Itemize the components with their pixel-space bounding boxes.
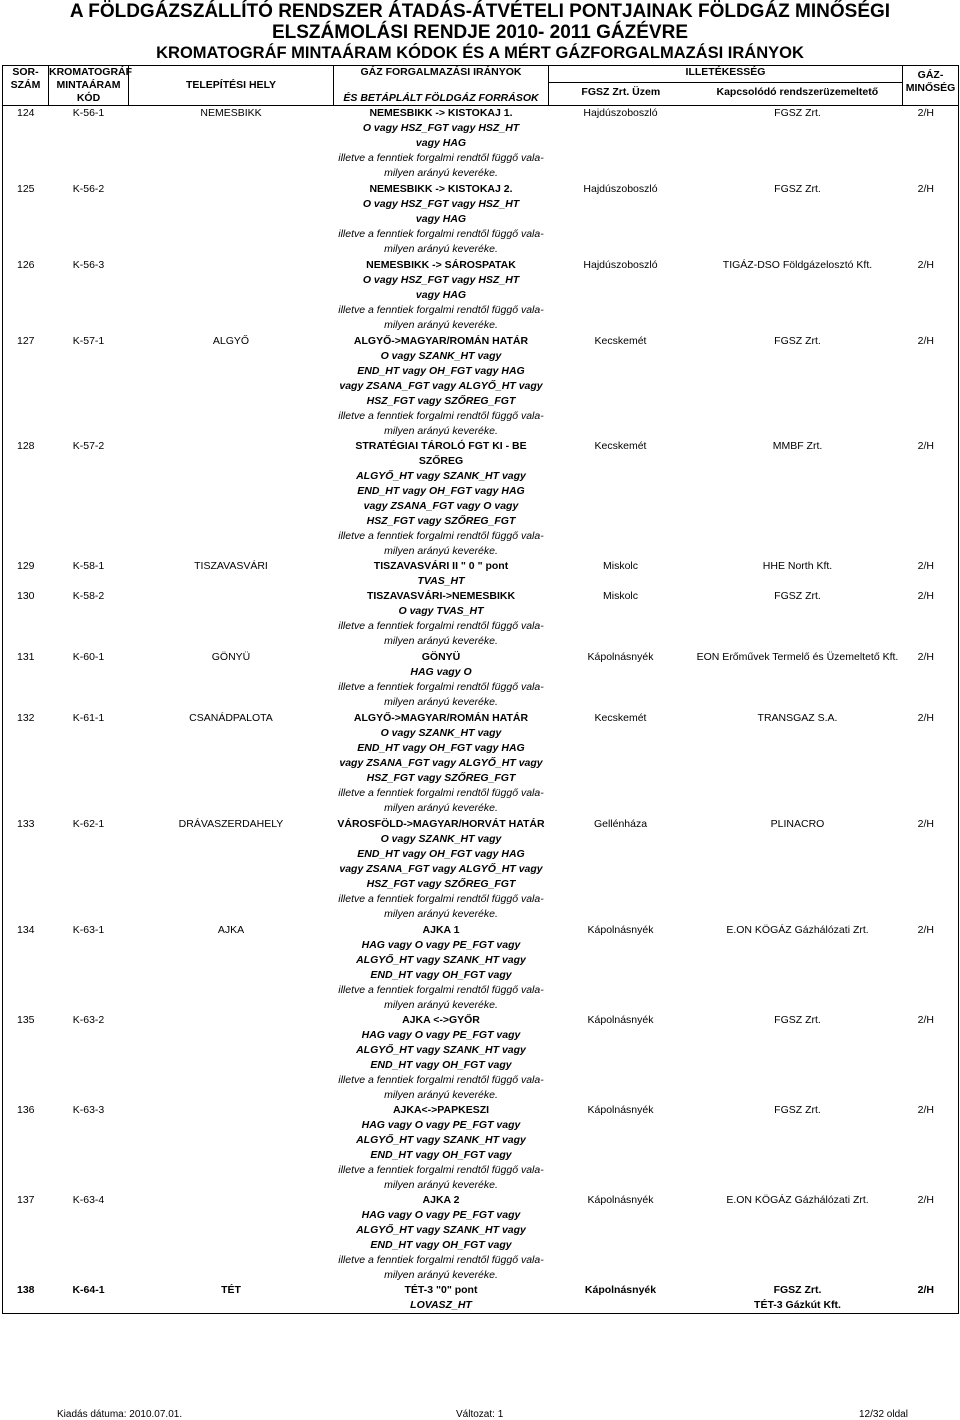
table-row — [3, 589, 959, 650]
gas-direction-line: milyen arányú keveréke. — [384, 907, 498, 920]
cell-kod: K-58-1 — [72, 559, 105, 572]
gas-direction-line: ALGYŐ_HT vagy SZANK_HT vagy — [356, 1133, 526, 1146]
cell-rendszeruzemelteto: MMBF Zrt. — [772, 439, 823, 452]
cell-kod: K-56-1 — [49, 106, 129, 182]
cell-rendszeruzemelteto: FGSZ Zrt. TÉT-3 Gázkút Kft. — [693, 1283, 903, 1314]
cell-kod: K-63-2 — [72, 1013, 105, 1026]
gas-direction-line: illetve a fenntiek forgalmi rendtől függő vala- — [338, 786, 544, 799]
cell-rendszeruzemelteto: FGSZ Zrt. — [774, 182, 821, 195]
cell-kod: K-60-1 — [72, 650, 105, 663]
gas-direction-line: illetve a fenntiek forgalmi rendtől függő vala- — [338, 227, 544, 240]
gas-direction-line: illetve a fenntiek forgalmi rendtől függő vala- — [338, 529, 544, 542]
cell-rendszeruzemelteto-2: TÉT-3 Gázkút Kft. — [754, 1298, 841, 1311]
gas-direction-line: END_HT vagy OH_FGT vagy — [370, 1058, 512, 1071]
gas-direction-line: milyen arányú keveréke. — [384, 167, 498, 179]
cell-telepitesi-hely: CSANÁDPALOTA — [189, 711, 273, 724]
gas-direction-line: AJKA 1 — [422, 923, 460, 936]
header-fgsz: FGSZ Zrt. Üzem — [581, 86, 661, 98]
cell-gaz-iranyok — [334, 559, 549, 589]
header-gaz-iranyok: GÁZ FORGALMAZÁSI IRÁNYOK ÉS BETÁPLÁLT FÖLDGÁZ FORRÁSOK — [334, 66, 549, 106]
cell-fgsz-uzem: Kecskemét — [594, 439, 647, 452]
cell-gaz-iranyok — [334, 334, 549, 439]
gas-direction-line: ALGYŐ_HT vagy SZANK_HT vagy — [356, 1223, 526, 1236]
gas-direction-line: HAG vagy O vagy PE_FGT vagy — [361, 1118, 521, 1131]
gas-direction-line: LOVASZ_HT — [410, 1298, 472, 1311]
gas-direction-line: END_HT vagy OH_FGT vagy — [370, 1148, 512, 1161]
cell-sorszam: 137 — [3, 1193, 49, 1283]
cell-gazminoseg: 2/H — [903, 1103, 959, 1193]
table-row — [3, 1013, 959, 1103]
footer-version: Változat: 1 — [456, 1409, 504, 1420]
gas-direction-line: milyen arányú keveréke. — [384, 634, 498, 647]
gas-direction-line: vagy ZSANA_FGT vagy O vagy — [363, 499, 519, 512]
gas-direction-line: O vagy TVAS_HT — [398, 604, 484, 617]
cell-sorszam: 125 — [3, 182, 49, 258]
gas-direction-line: illetve a fenntiek forgalmi rendtől függő vala- — [338, 152, 544, 164]
gas-direction-line: TISZAVASVÁRI->NEMESBIKK — [366, 589, 516, 602]
cell-fgsz-uzem: Kápolnásnyék — [587, 650, 654, 663]
cell-gaz-iranyok — [334, 1013, 549, 1103]
header-kromatograf: KROMATOGRÁF MINTAÁRAM KÓD — [49, 66, 133, 104]
gas-direction-line: O vagy HSZ_FGT vagy HSZ_HT — [362, 122, 520, 134]
cell-telepitesi-hely — [129, 258, 334, 334]
cell-sorszam: 127 — [3, 334, 49, 439]
gas-direction-line: illetve a fenntiek forgalmi rendtől függő vala- — [338, 1163, 544, 1176]
cell-gazminoseg: 2/H — [903, 334, 959, 439]
gas-direction-line: milyen arányú keveréke. — [384, 998, 498, 1011]
table-row — [3, 711, 959, 817]
cell-rendszeruzemelteto: TRANSGAZ S.A. — [757, 711, 838, 724]
gas-direction-line: milyen arányú keveréke. — [384, 242, 498, 255]
gas-direction-line: vagy HAG — [415, 137, 467, 149]
gas-direction-line: TISZAVASVÁRI II " 0 " pont — [373, 559, 509, 572]
cell-fgsz-uzem: Gellénháza — [593, 817, 648, 830]
cell-gazminoseg: 2/H — [903, 589, 959, 650]
gas-direction-line: HAG vagy O — [410, 665, 472, 678]
gas-direction-line: milyen arányú keveréke. — [384, 1088, 498, 1101]
cell-gaz-iranyok — [334, 106, 549, 182]
doc-title-line2: ELSZÁMOLÁSI RENDJE 2010- 2011 GÁZÉVRE — [271, 22, 688, 43]
cell-gazminoseg: 2/H — [903, 1013, 959, 1103]
cell-sorszam: 131 — [3, 650, 49, 711]
gas-direction-line: vagy ZSANA_FGT vagy ALGYŐ_HT vagy — [339, 756, 543, 769]
cell-gaz-iranyok — [334, 258, 549, 334]
gas-direction-line: vagy ZSANA_FGT vagy ALGYŐ_HT vagy — [339, 379, 543, 392]
cell-telepitesi-hely: AJKA — [217, 923, 245, 936]
cell-rendszeruzemelteto: E.ON KÖGÁZ Gázhálózati Zrt. — [726, 923, 869, 936]
cell-sorszam: 138 — [3, 1283, 49, 1314]
cell-fgsz-uzem: Miskolc — [602, 559, 638, 572]
gas-direction-line: END_HT vagy OH_FGT vagy — [370, 968, 512, 981]
table-row — [3, 650, 959, 711]
gas-direction-line: vagy HAG — [415, 288, 467, 301]
doc-title-line1: A FÖLDGÁZSZÁLLÍTÓ RENDSZER ÁTADÁS-ÁTVÉTELI PONTJAINAK FÖLDGÁZ MINŐSÉGI — [69, 1, 891, 22]
cell-sorszam: 129 — [3, 559, 49, 589]
gas-direction-line: TÉT-3 "0" pont — [404, 1283, 478, 1296]
gas-direction-line: illetve a fenntiek forgalmi rendtől függő vala- — [338, 303, 544, 316]
gas-direction-line: GÖNYÜ — [421, 650, 461, 663]
cell-fgsz-uzem: Kápolnásnyék — [549, 1283, 693, 1314]
table-row — [3, 182, 959, 258]
cell-rendszeruzemelteto: TIGÁZ-DSO Földgázelosztó Kft. — [722, 258, 873, 271]
cell-telepitesi-hely: TÉT — [129, 1283, 334, 1314]
cell-sorszam: 130 — [3, 589, 49, 650]
gas-direction-line: illetve a fenntiek forgalmi rendtől függő vala- — [338, 619, 544, 632]
cell-kod: K-56-3 — [72, 258, 105, 271]
gas-direction-line: illetve a fenntiek forgalmi rendtől függő vala- — [338, 680, 544, 693]
cell-kod: K-61-1 — [72, 711, 105, 724]
cell-kod: K-63-3 — [72, 1103, 105, 1116]
gas-direction-line: O vagy SZANK_HT vagy — [380, 832, 502, 845]
cell-gazminoseg: 2/H — [903, 711, 959, 817]
table-row — [3, 258, 959, 334]
gas-direction-line: O vagy HSZ_FGT vagy HSZ_HT — [362, 273, 520, 286]
cell-gazminoseg: 2/H — [903, 923, 959, 1013]
cell-sorszam: 136 — [3, 1103, 49, 1193]
cell-telepitesi-hely: GÖNYÜ — [211, 650, 251, 663]
gas-direction-line: END_HT vagy OH_FGT vagy HAG — [357, 847, 525, 860]
cell-fgsz-uzem: Miskolc — [602, 589, 638, 602]
cell-gazminoseg: 2/H — [903, 559, 959, 589]
gas-direction-line: milyen arányú keveréke. — [384, 801, 498, 814]
cell-rendszeruzemelteto: FGSZ Zrt. — [774, 334, 821, 347]
gas-direction-line: HAG vagy O vagy PE_FGT vagy — [361, 1208, 521, 1221]
cell-kod: K-63-4 — [72, 1193, 105, 1206]
cell-gaz-iranyok — [334, 650, 549, 711]
cell-telepitesi-hely — [129, 589, 334, 650]
cell-gazminoseg: 2/H — [903, 439, 959, 559]
cell-gaz-iranyok — [334, 817, 549, 923]
cell-telepitesi-hely: TISZAVASVÁRI — [194, 559, 268, 572]
cell-fgsz-uzem: Kápolnásnyék — [587, 1103, 654, 1116]
gas-direction-line: END_HT vagy OH_FGT vagy — [370, 1238, 512, 1251]
cell-kod: K-63-1 — [72, 923, 105, 936]
cell-gaz-iranyok — [334, 589, 549, 650]
cell-gazminoseg: 2/H — [903, 258, 959, 334]
cell-telepitesi-hely: ALGYŐ — [212, 334, 250, 347]
cell-kod: K-57-2 — [72, 439, 105, 452]
cell-kod: K-56-2 — [72, 182, 105, 195]
cell-sorszam: 134 — [3, 923, 49, 1013]
gas-direction-line: END_HT vagy OH_FGT vagy HAG — [357, 741, 525, 754]
gas-direction-line: HSZ_FGT vagy SZŐREG_FGT — [366, 514, 516, 527]
doc-title-line3: KROMATOGRÁF MINTAÁRAM KÓDOK ÉS A MÉRT GÁZFORGALMAZÁSI IRÁNYOK — [156, 44, 804, 62]
cell-telepitesi-hely — [129, 1013, 334, 1103]
quality-table — [2, 65, 959, 1314]
cell-sorszam: 135 — [3, 1013, 49, 1103]
table-row — [3, 1103, 959, 1193]
cell-kod: K-62-1 — [72, 817, 105, 830]
cell-fgsz-uzem: Hajdúszoboszló — [549, 106, 693, 182]
footer-page: 12/32 oldal — [859, 1409, 908, 1420]
cell-rendszeruzemelteto: FGSZ Zrt. — [774, 1013, 821, 1026]
gas-direction-line: HSZ_FGT vagy SZŐREG_FGT — [366, 394, 516, 407]
cell-fgsz-uzem: Kecskemét — [594, 334, 647, 347]
cell-fgsz-uzem: Kápolnásnyék — [587, 1013, 654, 1026]
gas-direction-line: milyen arányú keveréke. — [384, 1268, 498, 1281]
gas-direction-line: HSZ_FGT vagy SZŐREG_FGT — [366, 877, 516, 890]
cell-fgsz-uzem: Hajdúszoboszló — [583, 182, 658, 195]
cell-kod: K-64-1 — [49, 1283, 129, 1314]
gas-direction-line: milyen arányú keveréke. — [384, 318, 498, 331]
gas-direction-line: HAG vagy O vagy PE_FGT vagy — [361, 938, 521, 951]
gas-direction-line: illetve a fenntiek forgalmi rendtől függő vala- — [338, 409, 544, 422]
gas-direction-line: NEMESBIKK -> KISTOKAJ 2. — [369, 182, 513, 195]
gas-direction-line: O vagy SZANK_HT vagy — [380, 726, 502, 739]
gas-direction-line: milyen arányú keveréke. — [384, 544, 498, 557]
table-row — [3, 1283, 959, 1314]
cell-gazminoseg: 2/H — [903, 182, 959, 258]
cell-sorszam: 128 — [3, 439, 49, 559]
cell-gaz-iranyok — [334, 439, 549, 559]
cell-telepitesi-hely: DRÁVASZERDAHELY — [178, 817, 284, 830]
gas-direction-line: O vagy SZANK_HT vagy — [380, 349, 502, 362]
table-row — [3, 439, 959, 559]
gas-direction-line: illetve a fenntiek forgalmi rendtől függő vala- — [338, 983, 544, 996]
cell-fgsz-uzem: Kápolnásnyék — [587, 1193, 654, 1206]
cell-sorszam: 126 — [3, 258, 49, 334]
gas-direction-line: ALGYŐ_HT vagy SZANK_HT vagy — [356, 953, 526, 966]
gas-direction-line: illetve a fenntiek forgalmi rendtől függő vala- — [338, 892, 544, 905]
cell-rendszeruzemelteto: PLINACRO — [770, 817, 825, 830]
gas-direction-line: END_HT vagy OH_FGT vagy HAG — [357, 364, 525, 377]
cell-gaz-iranyok — [334, 923, 549, 1013]
table-row — [3, 334, 959, 439]
cell-gaz-iranyok — [334, 1283, 549, 1314]
header-telepitesi: TELEPÍTÉSI HELY — [129, 66, 334, 106]
gas-direction-line: milyen arányú keveréke. — [384, 695, 498, 708]
cell-kod: K-57-1 — [72, 334, 105, 347]
gas-direction-line: O vagy HSZ_FGT vagy HSZ_HT — [362, 197, 520, 210]
gas-direction-line: AJKA 2 — [422, 1193, 460, 1206]
table-row — [3, 106, 959, 182]
cell-gazminoseg: 2/H — [903, 1193, 959, 1283]
header-gazminoseg: GÁZ- MINŐSÉG — [903, 66, 959, 106]
table-row — [3, 817, 959, 923]
gas-direction-line: ALGYŐ->MAGYAR/ROMÁN HATÁR — [353, 711, 529, 724]
cell-rendszeruzemelteto: HHE North Kft. — [762, 559, 833, 572]
cell-sorszam: 133 — [3, 817, 49, 923]
gas-direction-line: vagy ZSANA_FGT vagy ALGYŐ_HT vagy — [339, 862, 543, 875]
cell-gazminoseg: 2/H — [903, 1283, 959, 1314]
cell-rendszeruzemelteto: FGSZ Zrt. — [774, 1103, 821, 1116]
header-kapcsolodo: Kapcsolódó rendszerüzemeltető — [716, 86, 879, 98]
header-illetekesseg: ILLETÉKESSÉG FGSZ Zrt. Üzem Kapcsolódó rendszerüzemeltető — [549, 66, 903, 106]
cell-rendszeruzemelteto: EON Erőművek Termelő és Üzemeltető Kft. — [696, 650, 899, 663]
table-row — [3, 1193, 959, 1283]
cell-rendszeruzemelteto: FGSZ Zrt. — [693, 106, 903, 182]
cell-gazminoseg: 2/H — [903, 106, 959, 182]
gas-direction-line: vagy HAG — [415, 212, 467, 225]
cell-telepitesi-hely — [129, 1193, 334, 1283]
cell-gaz-iranyok — [334, 711, 549, 817]
gas-direction-line: illetve a fenntiek forgalmi rendtől függő vala- — [338, 1073, 544, 1086]
cell-telepitesi-hely — [129, 1103, 334, 1193]
gas-direction-line: ALGYŐ_HT vagy SZANK_HT vagy — [356, 1043, 526, 1056]
gas-direction-line: illetve a fenntiek forgalmi rendtől függő vala- — [338, 1253, 544, 1266]
cell-telepitesi-hely — [129, 182, 334, 258]
cell-telepitesi-hely: NEMESBIKK — [129, 106, 334, 182]
gas-direction-line: HSZ_FGT vagy SZŐREG_FGT — [366, 771, 516, 784]
table-row — [3, 923, 959, 1013]
gas-direction-line: TVAS_HT — [417, 574, 465, 587]
gas-direction-line: NEMESBIKK -> KISTOKAJ 1. — [369, 107, 513, 119]
gas-direction-line: NEMESBIKK -> SÁROSPATAK — [366, 258, 516, 271]
cell-fgsz-uzem: Hajdúszoboszló — [583, 258, 658, 271]
gas-direction-line: milyen arányú keveréke. — [384, 1178, 498, 1191]
cell-sorszam: 124 — [3, 106, 49, 182]
cell-gazminoseg: 2/H — [903, 817, 959, 923]
header-sor: SOR- SZÁM — [3, 66, 49, 106]
gas-direction-line: AJKA<->PAPKESZI — [392, 1103, 490, 1116]
cell-telepitesi-hely — [129, 439, 334, 559]
cell-fgsz-uzem: Kecskemét — [594, 711, 647, 724]
gas-direction-line: ALGYŐ->MAGYAR/ROMÁN HATÁR — [353, 334, 529, 347]
gas-direction-line: HAG vagy O vagy PE_FGT vagy — [361, 1028, 521, 1041]
table-row — [3, 559, 959, 589]
gas-direction-line: ALGYŐ_HT vagy SZANK_HT vagy — [356, 469, 526, 482]
cell-fgsz-uzem: Kápolnásnyék — [587, 923, 654, 936]
cell-rendszeruzemelteto: FGSZ Zrt. — [774, 589, 821, 602]
gas-direction-line: STRATÉGIAI TÁROLÓ FGT KI - BE SZŐREG — [355, 439, 527, 467]
cell-gaz-iranyok — [334, 182, 549, 258]
cell-gaz-iranyok — [334, 1103, 549, 1193]
gas-direction-line: milyen arányú keveréke. — [384, 424, 498, 437]
gas-direction-line: AJKA <->GYŐR — [402, 1013, 480, 1026]
cell-sorszam: 132 — [3, 711, 49, 817]
cell-kod: K-58-2 — [72, 589, 105, 602]
gas-direction-line: END_HT vagy OH_FGT vagy HAG — [357, 484, 525, 497]
cell-rendszeruzemelteto: E.ON KÖGÁZ Gázhálózati Zrt. — [726, 1193, 869, 1206]
footer-date: Kiadás dátuma: 2010.07.01. — [57, 1409, 183, 1420]
cell-gazminoseg: 2/H — [903, 650, 959, 711]
gas-direction-line: VÁROSFÖLD->MAGYAR/HORVÁT HATÁR — [337, 817, 545, 830]
cell-gaz-iranyok — [334, 1193, 549, 1283]
